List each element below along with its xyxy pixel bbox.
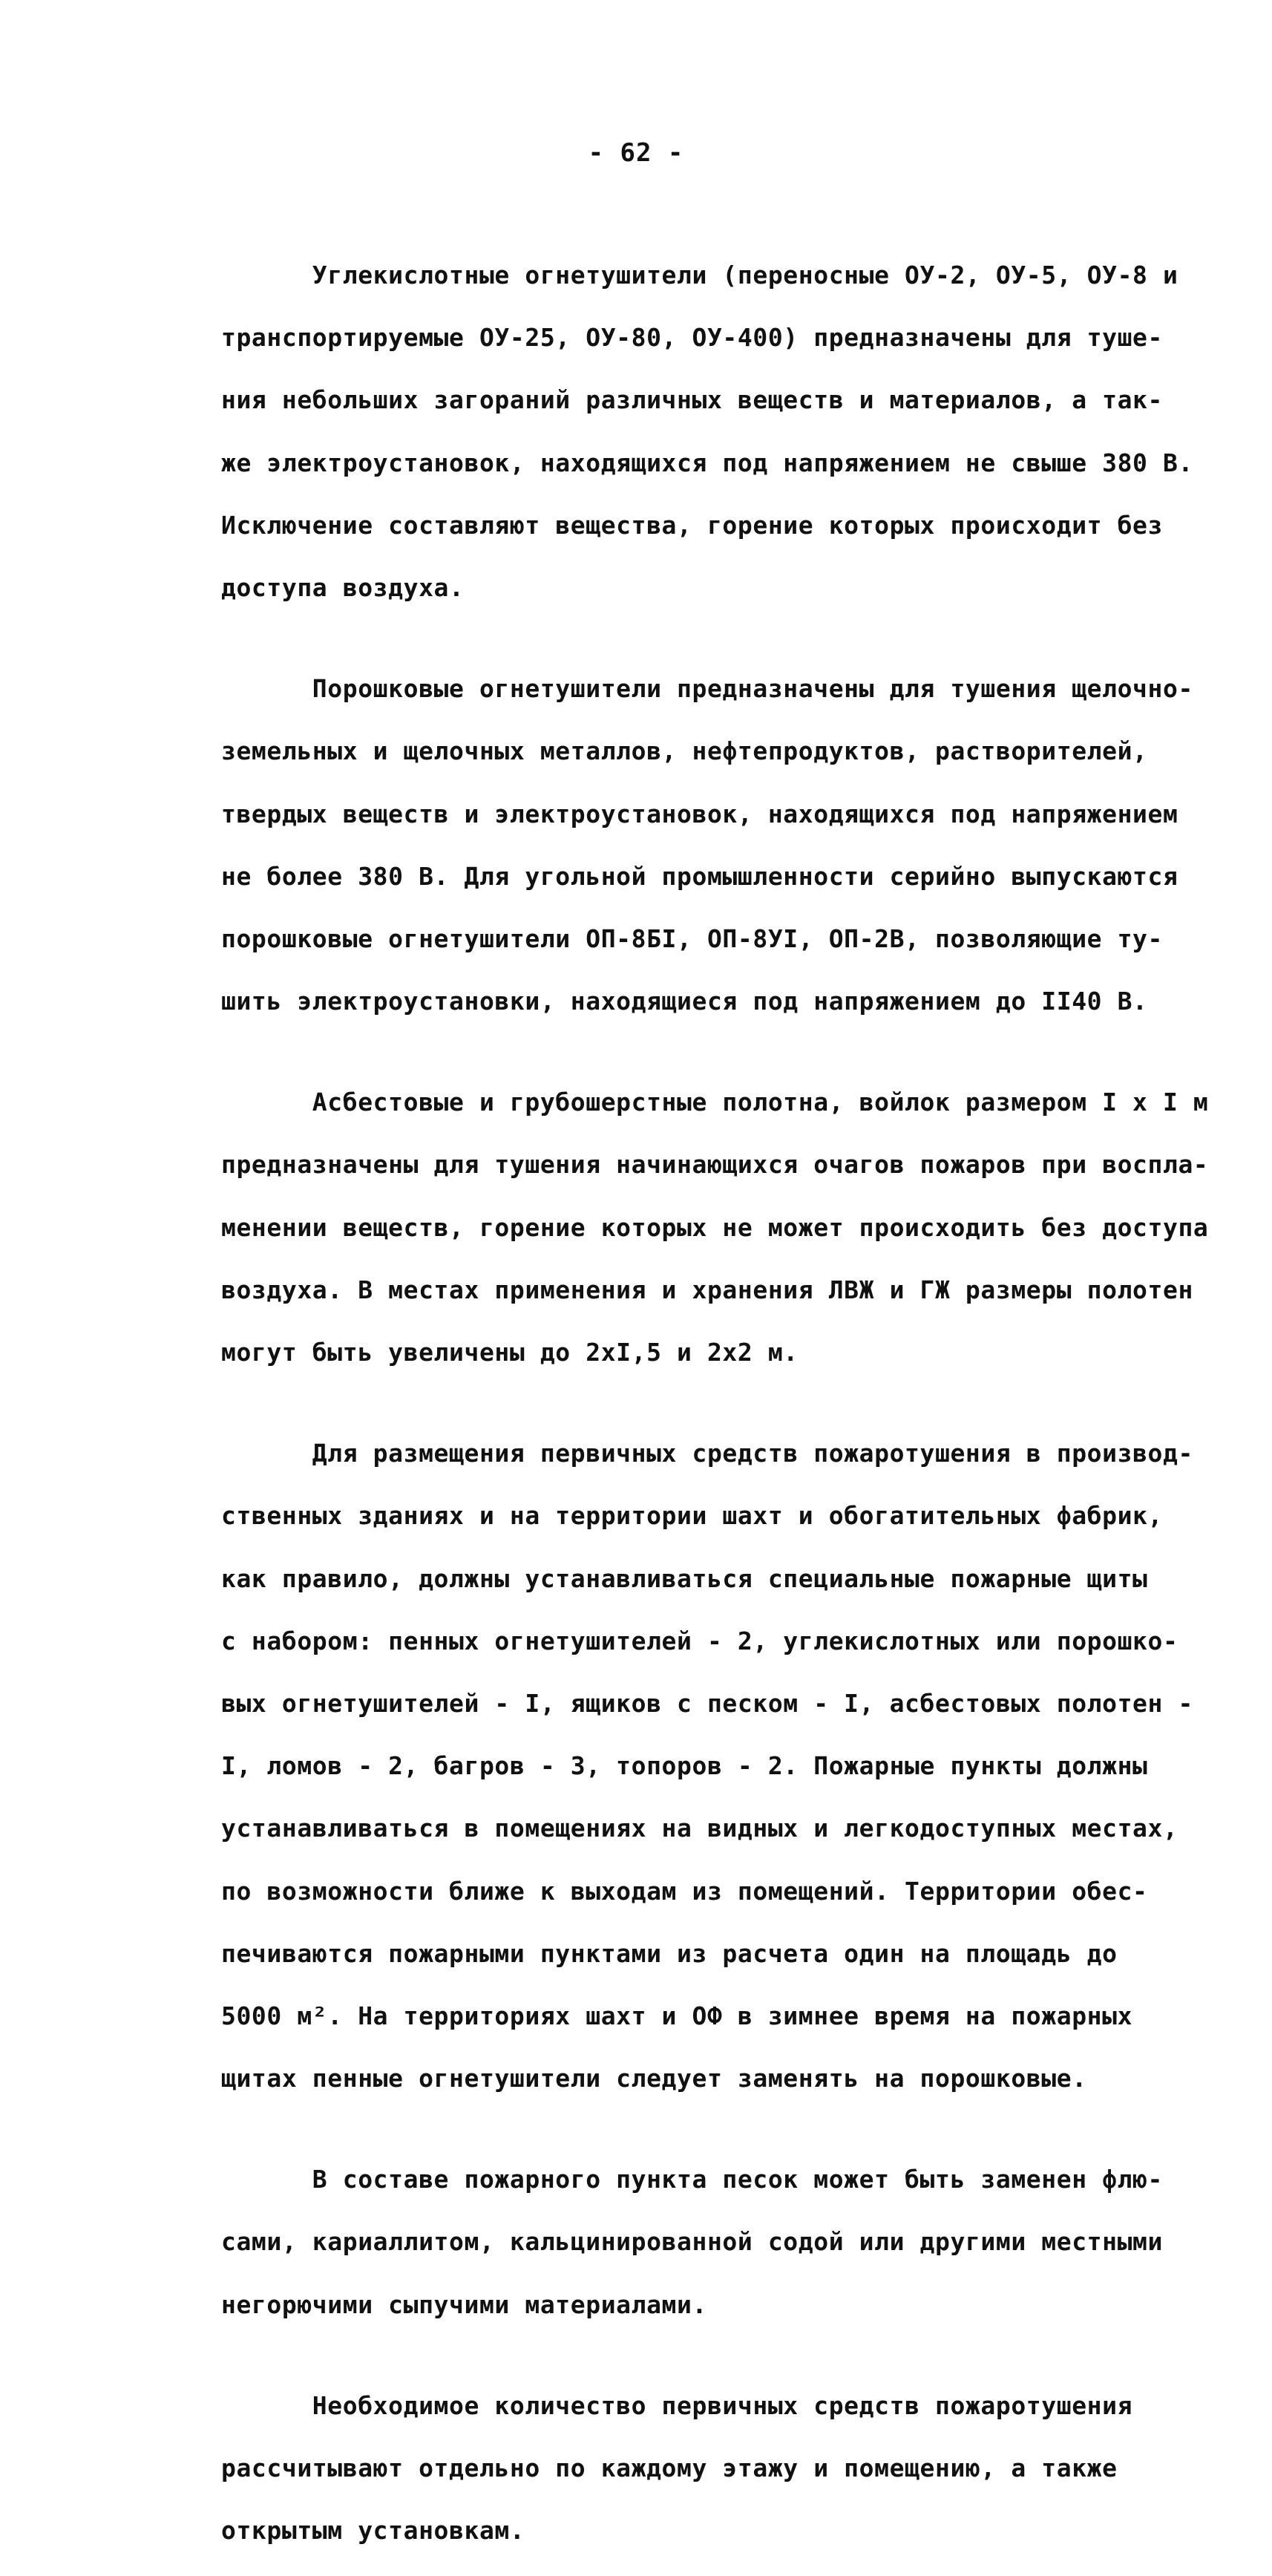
text-line: сами, кариаллитом, кальцинированной содой или другими местными xyxy=(221,2227,1163,2257)
text-line: ния небольших загораний различных веществ и материалов, а так- xyxy=(221,385,1163,415)
text-line: Необходимое количество первичных средств пожаротушения xyxy=(221,2390,1133,2420)
paragraph-required-quantity xyxy=(221,2361,1133,2576)
text-line: Углекислотные огнетушители (переносные ОУ-2, ОУ-5, ОУ-8 и xyxy=(221,261,1178,290)
text-line: Порошковые огнетушители предназначены для тушения щелочно- xyxy=(221,674,1193,704)
text-line: транспортируемые ОУ-25, ОУ-80, ОУ-400) предназначены для туше- xyxy=(221,323,1163,353)
paragraph-extinguishers-powder xyxy=(221,644,1193,1047)
text-line: В составе пожарного пункта песок может быть заменен флю- xyxy=(221,2165,1163,2194)
page-number: - 62 - xyxy=(588,138,684,168)
paragraph-sand-replacement xyxy=(221,2134,1163,2350)
text-line: вых огнетушителей - I, ящиков с песком - I, асбестовых полотен - xyxy=(221,1688,1193,1718)
paragraph-asbestos-cloth xyxy=(221,1057,1209,1398)
text-line: же электроустановок, находящихся под напряжением не свыше 380 В. xyxy=(221,448,1193,477)
text-line: воздуха. В местах применения и хранения ЛВЖ и ГЖ размеры полотен xyxy=(221,1275,1193,1304)
text-line: как правило, должны устанавливаться специальные пожарные щиты xyxy=(221,1563,1148,1593)
body-text xyxy=(221,230,1209,2576)
text-line: Для размещения первичных средств пожаротушения в производ- xyxy=(221,1439,1193,1468)
text-line: ственных зданиях и на территории шахт и обогатительных фабрик, xyxy=(221,1501,1163,1531)
text-line: не более 380 В. Для угольной промышленности серийно выпускаются xyxy=(221,861,1178,891)
text-line: с набором: пенных огнетушителей - 2, углекислотных или порошко- xyxy=(221,1626,1178,1655)
text-line: земельных и щелочных металлов, нефтепродуктов, растворителей, xyxy=(221,736,1148,766)
text-line: менении веществ, горение которых не может происходить без доступа xyxy=(221,1212,1209,1242)
text-line: могут быть увеличены до 2хI,5 и 2х2 м. xyxy=(221,1338,799,1367)
text-line: негорючими сыпучими материалами. xyxy=(221,2289,707,2319)
text-line: 5000 м². На территориях шахт и ОФ в зимнее время на пожарных xyxy=(221,2001,1133,2030)
text-line: доступа воздуха. xyxy=(221,572,465,602)
text-line: порошковые огнетушители ОП-8БI, ОП-8УI, ОП-2В, позволяющие ту- xyxy=(221,923,1163,953)
paragraph-fire-boards xyxy=(221,1408,1193,2124)
text-line: Асбестовые и грубошерстные полотна, войлок размером I х I м xyxy=(221,1088,1209,1117)
text-line: предназначены для тушения начинающихся очагов пожаров при воспла- xyxy=(221,1150,1209,1180)
text-line: рассчитывают отдельно по каждому этажу и помещению, а также xyxy=(221,2454,1118,2482)
text-line: печиваются пожарными пунктами из расчета один на площадь до xyxy=(221,1938,1118,1968)
text-line: щитах пенные огнетушители следует заменять на порошковые. xyxy=(221,2064,1087,2093)
text-line: открытым установкам. xyxy=(221,2516,525,2546)
paragraph-extinguishers-co2 xyxy=(221,230,1193,633)
text-line: по возможности ближе к выходам из помещений. Территории обес- xyxy=(221,1876,1148,1906)
text-line: твердых веществ и электроустановок, находящихся под напряжением xyxy=(221,799,1178,828)
text-line: Исключение составляют вещества, горение которых происходит без xyxy=(221,510,1163,540)
text-line: шить электроустановки, находящиеся под напряжением до II40 В. xyxy=(221,987,1148,1016)
text-line: I, ломов - 2, багров - 3, топоров - 2. Пожарные пункты должны xyxy=(221,1751,1148,1781)
text-line: устанавливаться в помещениях на видных и легкодоступных местах, xyxy=(221,1814,1178,1843)
